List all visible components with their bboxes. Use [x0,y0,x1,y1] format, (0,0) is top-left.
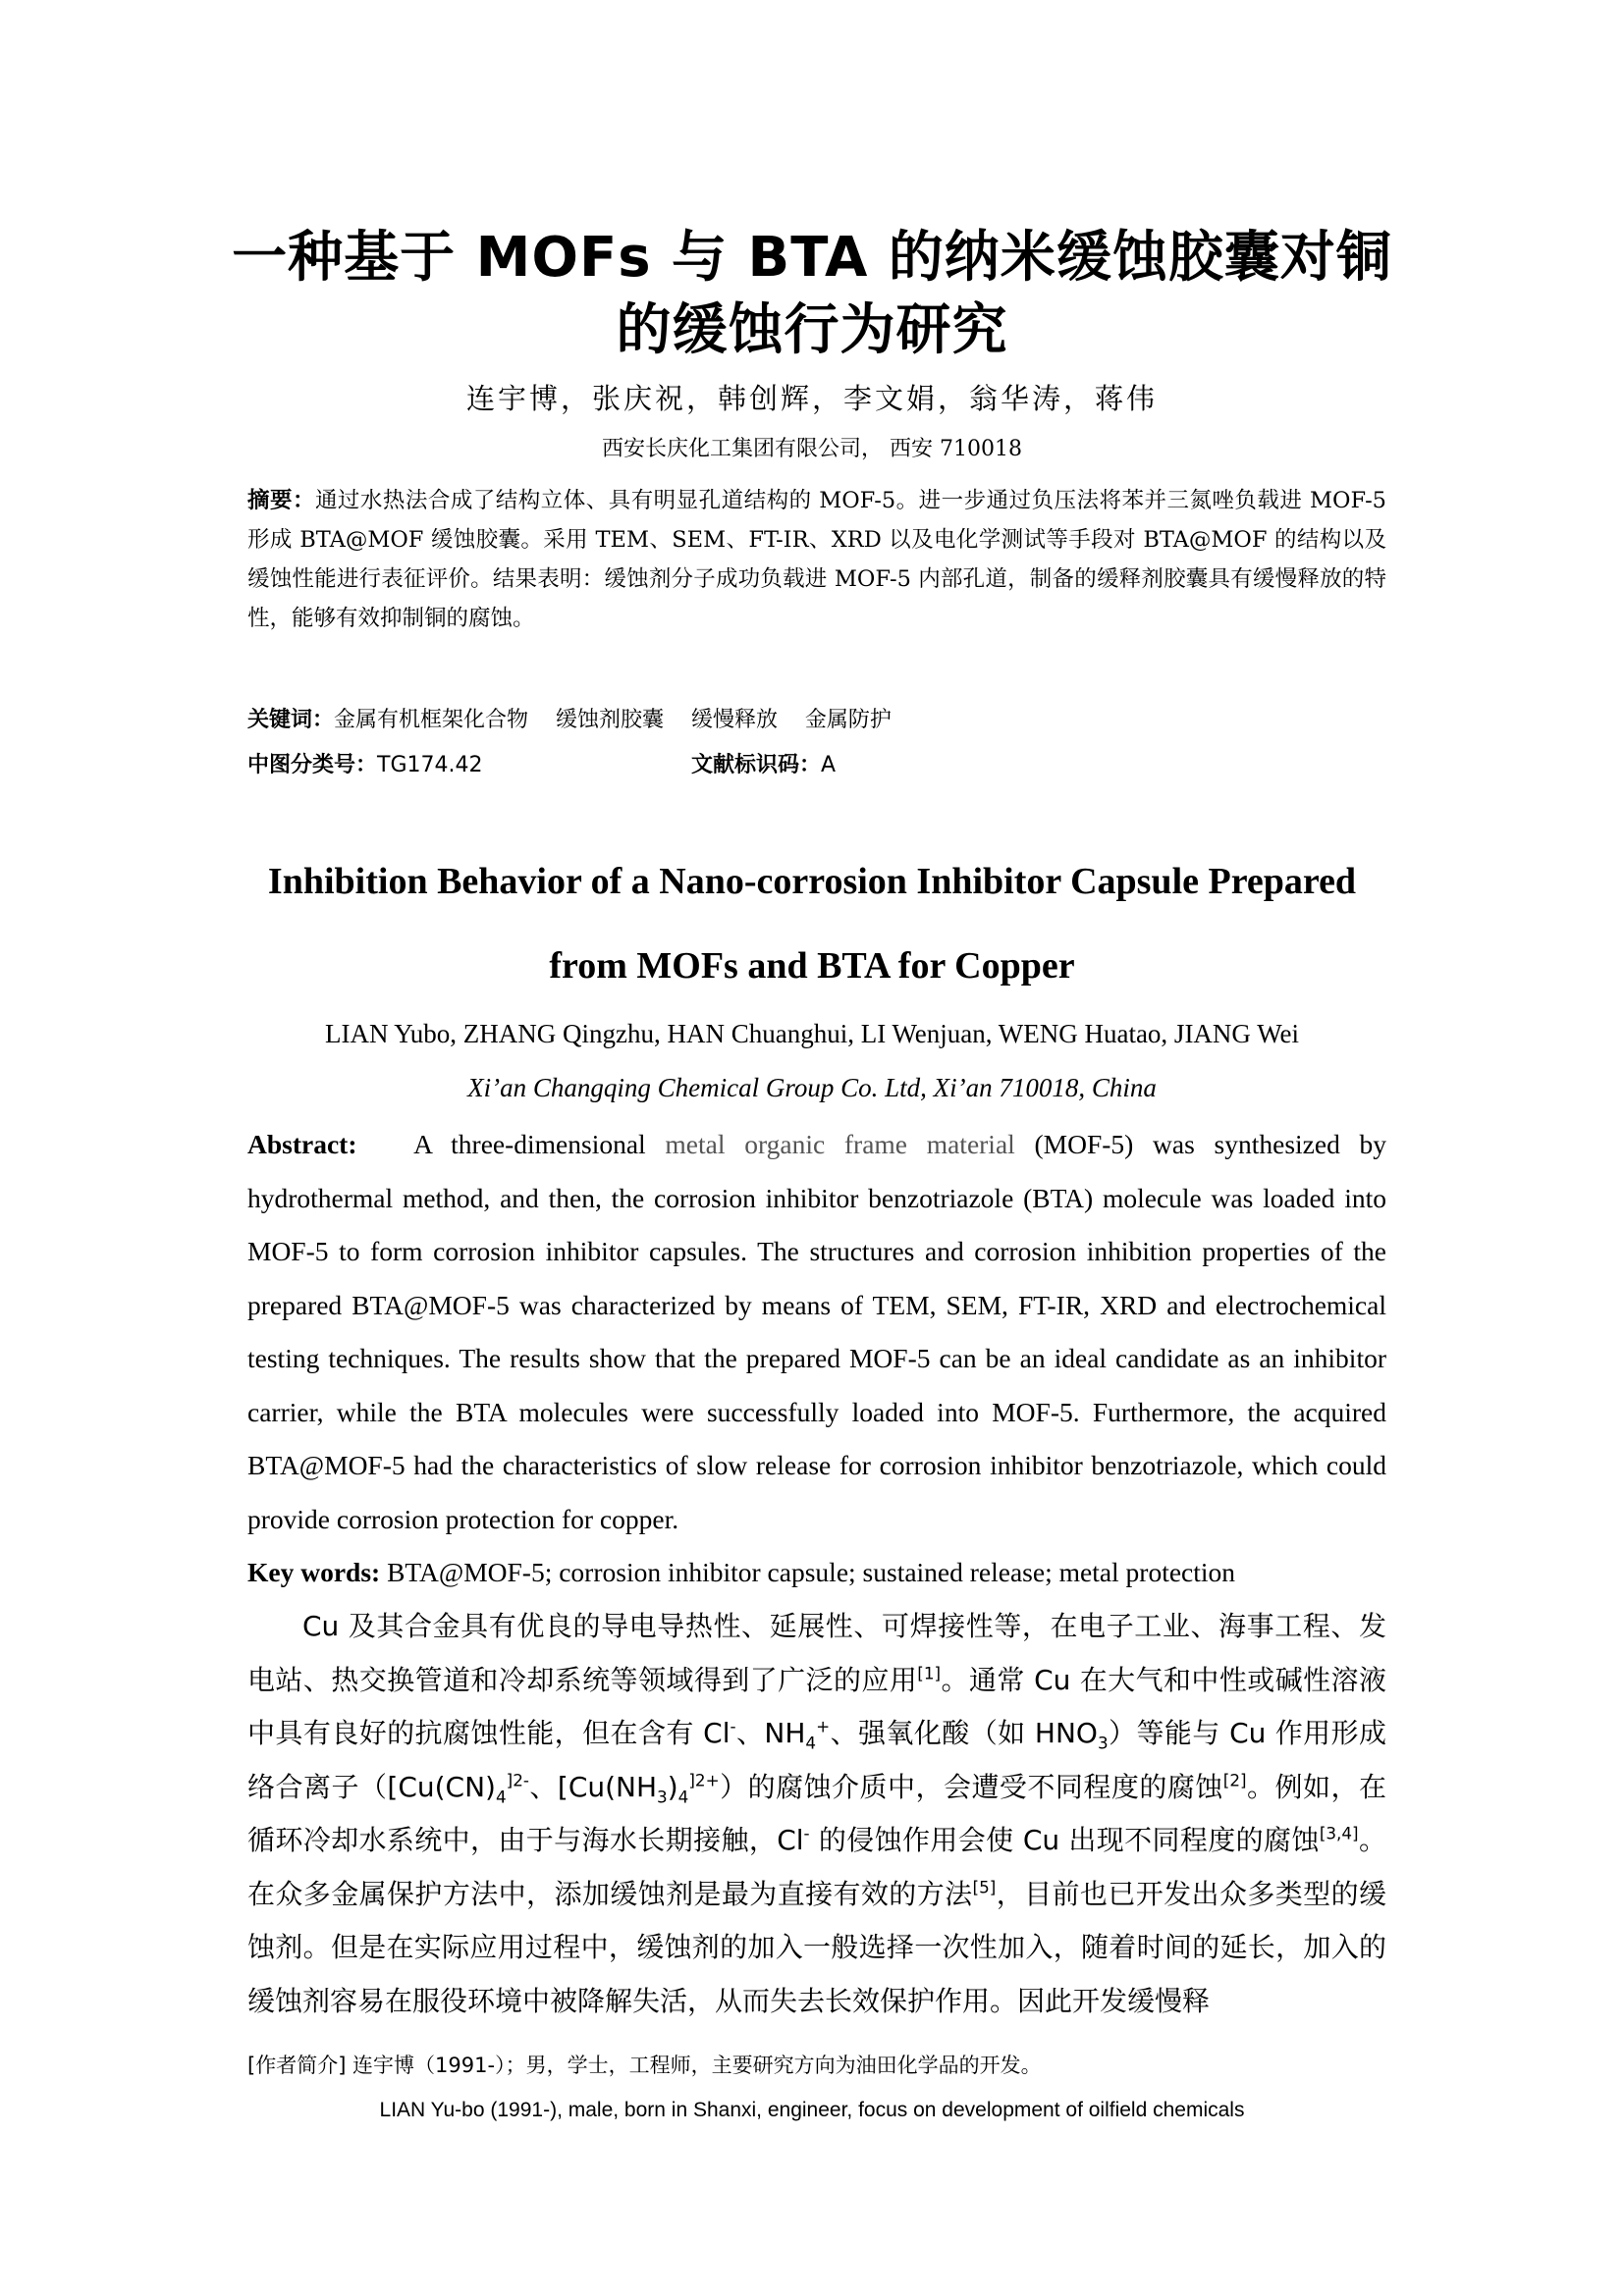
document-code-row [691,748,836,778]
abstract-cn [247,481,1386,638]
abstract-en-text-before: A three-dimensional [413,1129,646,1159]
classification-value: TG174.42 [377,753,483,777]
abstract-en-label: Abstract: [247,1129,357,1159]
affiliation-en: Xi’an Changqing Chemical Group Co. Ltd, Xi’an 710018, China [467,1073,1157,1102]
body-paragraph: Cu 及其合金具有优良的导电导热性、延展性、可焊接性等，在电子工业、海事工程、发电站、热交换管道和冷却系统等领域得到了广泛的应用[1]。通常 Cu 在大气和中性或碱性溶液中具有良好的抗腐蚀性能，但在含有 Cl-、$NH_4^+$、强氧化酸（如 $HNO_3$）等能与 Cu 作用形成络合离子（[$Cu(CN)_4^{]2-}$、$[Cu(NH_3)_4^{]2+})$的腐蚀介质中，会遭受不同程度的腐蚀[2]。例如，在循环冷却水系统中，由于与海水长期接触，Cl- 的侵蚀作用会使 Cu 出现不同程度的腐蚀[3,4]。在众多金属保护方法中，添加缓蚀剂是最为直接有效的方法[5]，目前也已开发出众多类型的缓蚀剂。但是在实际应用过程中，缓蚀剂的加入一般选择一次性加入，随着时间的延长，加入的缓蚀剂容易在服役环境中被降解失活，从而失去长效保护作用。因此开发缓慢释 [247,1610,1386,2017]
keywords-en-label: Key words: [247,1557,381,1587]
footnote-en: LIAN Yu-bo (1991-), male, born in Shanxi, engineer, focus on development of oilfield chemicals [379,2099,1245,2121]
abstract-en-highlight: metal organic frame material [665,1129,1015,1159]
abstract-cn-label: 摘要： [247,488,315,513]
abstract-en [247,1118,1386,1546]
title-en-line1: Inhibition Behavior of a Nano-corrosion Inhibitor Capsule Prepared [267,861,1357,902]
citation-ref[interactable]: [1] [917,1663,942,1683]
footnote-cn: [作者简介] 连宇博（1991-）；男，学士，工程师，主要研究方向为油田化学品的开发。 [247,2054,1042,2077]
citation-ref[interactable]: [2] [1222,1770,1247,1790]
document-code-value: A [821,753,837,777]
classification-label: 中图分类号： [247,753,378,777]
title-cn-line1: 一种基于 MOFs 与 BTA 的纳米缓蚀胶囊对铜 [232,226,1392,290]
citation-ref[interactable]: [5] [972,1877,997,1897]
title-en-line2: from MOFs and BTA for Copper [549,945,1075,987]
title-cn-line2: 的缓蚀行为研究 [616,298,1008,362]
keywords-cn-text: 金属有机框架化合物 缓蚀剂胶囊 缓慢释放 金属防护 [334,708,892,732]
classification-row [247,748,482,778]
document-code-label: 文献标识码： [691,753,822,777]
citation-ref[interactable]: [3,4] [1319,1823,1359,1843]
keywords-en-text: BTA@MOF-5; corrosion inhibitor capsule; sustained release; metal protection [387,1557,1236,1587]
authors-cn: 连宇博，张庆祝，韩创辉，李文娟，翁华涛，蒋伟 [465,382,1158,415]
abstract-cn-text: 通过水热法合成了结构立体、具有明显孔道结构的 MOF-5。进一步通过负压法将苯并三氮唑负载进 MOF-5 形成 BTA@MOF 缓蚀胶囊。采用 TEM、SEM、FT-IR、XRD 以及电化学测试等手段对 BTA@MOF 的结构以及缓蚀性能进行表征评价。结果表明：缓蚀剂分子成功负载进 MOF-5 内部孔道，制备的缓释剂胶囊具有缓慢释放的特性，能够有效抑制铜的腐蚀。 [247,488,1386,631]
keywords-cn-label: 关键词： [247,708,335,732]
keywords-en [247,1546,1386,1600]
authors-en: LIAN Yubo, ZHANG Qingzhu, HAN Chuanghui, LI Wenjuan, WENG Huatao, JIANG Wei [325,1019,1299,1048]
keywords-cn [247,703,892,733]
abstract-en-text-after: (MOF-5) was synthesized by hydrothermal method, and then, the corrosion inhibitor benzotriazole (BTA) molecule was loaded into MOF-5 to form corrosion inhibitor capsules. The structures and corrosion inhibition properties of the prepared BTA@MOF-5 was characterized by means of TEM, SEM, FT-IR, XRD and electrochemical testing techniques. The results show that the prepared MOF-5 can be an ideal candidate as an inhibitor carrier, while the BTA molecules were successfully loaded into MOF-5. Furthermore, the acquired BTA@MOF-5 had the characteristics of slow release for corrosion inhibitor benzotriazole, which could provide corrosion protection for copper. [247,1129,1387,1534]
affiliation-cn: 西安长庆化工集团有限公司， 西安 710018 [602,437,1022,461]
